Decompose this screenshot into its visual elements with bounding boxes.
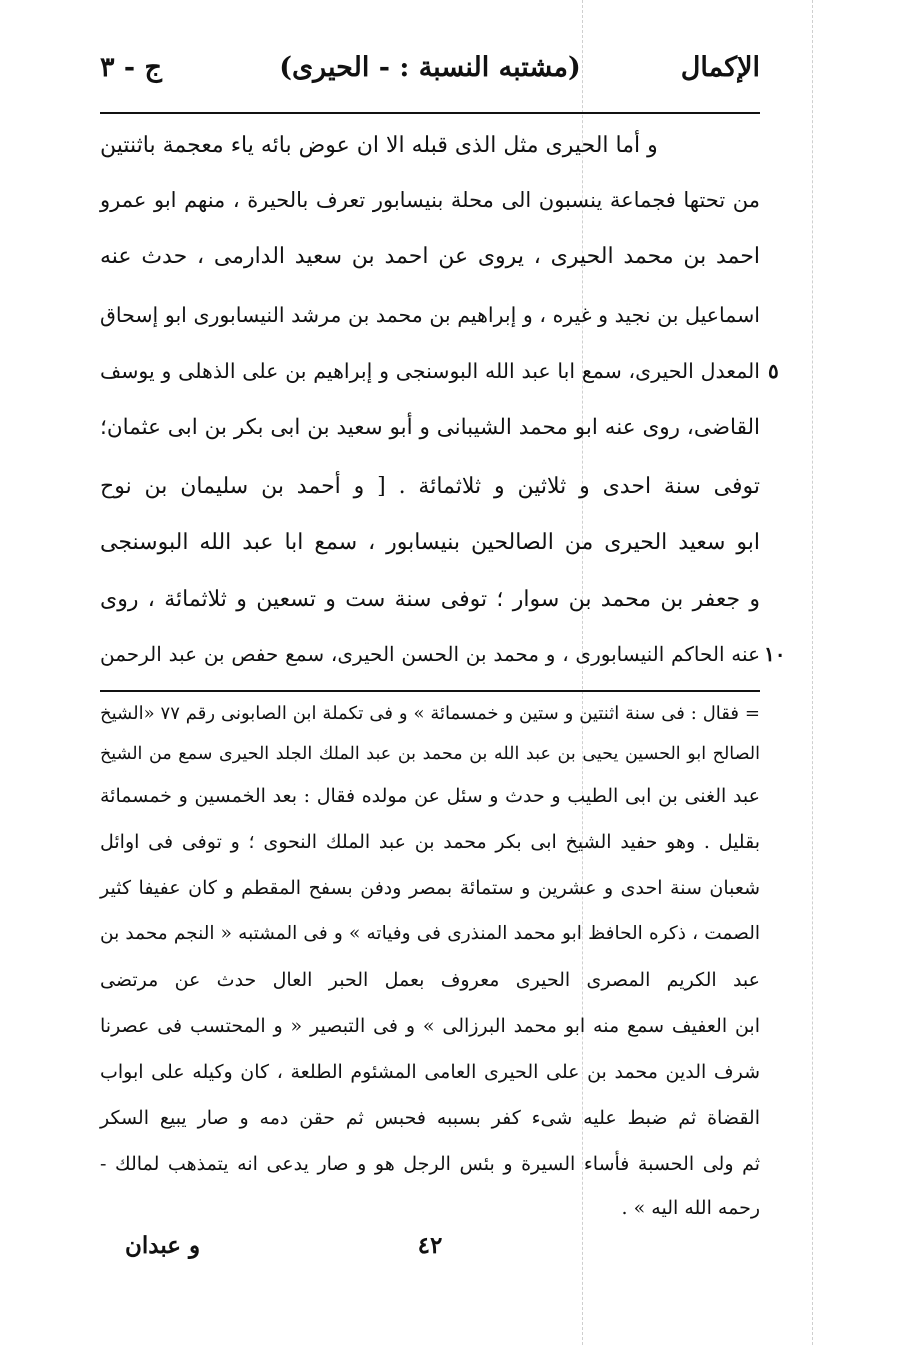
footnote-line: بقليل . وهو حفيد الشيخ ابى بكر محمد بن عبد الملك النحوى ؛ و توفى فى اوائل [100,831,760,853]
footnote-line: ثم ولى الحسبة فأساء السيرة و بئس الرجل هو و صار يدعى انه يتمذهب لمالك - [100,1153,760,1175]
text-line: ابو سعيد الحيرى من الصالحين بنيسابور ، سمع ابا عبد الله البوسنجى [100,530,760,555]
catchword: و عبدان [125,1232,201,1259]
text-line: و جعفر بن محمد بن سوار ؛ توفى سنة ست و تسعين و ثلاثمائة ، روى [100,587,760,612]
footnote-line: شرف الدين محمد بن على الحيرى العامى المشئوم الطلعة ، كان وكيله على ابواب [100,1061,760,1083]
text-line: و أما الحيرى مثل الذى قبله الا ان عوض بائه ياء معجمة باثنتين [100,133,658,158]
line-number-5: ٥ [768,359,779,383]
text-line: عنه الحاكم النيسابورى ، و محمد بن الحسن الحيرى، سمع حفص بن عبد الرحمن [100,642,760,666]
running-header [100,52,760,102]
footnote-line: ابن العفيف سمع منه ابو محمد البرزالى » و فى التبصير « و المحتسب فى عصرنا [100,1015,760,1037]
page-number: ٤٢ [417,1232,443,1259]
text-line: القاضى، روى عنه ابو محمد الشيبانى و أبو سعيد بن ابى بكر بن ابى عثمان؛ [100,415,760,440]
footnote-line: عبد الغنى بن ابى الطيب و حدث و سئل عن مولده فقال : بعد الخمسين و خمسمائة [100,785,760,807]
line-number-10: ١٠ [764,642,786,666]
footnote-line: رحمه الله اليه » . [621,1197,760,1219]
scan-line [812,0,813,1345]
footnote-line: القضاة ثم ضبط عليه شىء كفر بسببه فحبس ثم حقن دمه و صار يبيع السكر [100,1107,760,1129]
text-line: من تحتها فجماعة ينسبون الى محلة بنيسابور تعرف بالحيرة ، منهم ابو عمرو [100,188,760,212]
footnote-line: عبد الكريم المصرى الحيرى معروف بعمل الحبر العال حدث عن مرتضى [100,969,760,991]
header-book-title: الإكمال [680,52,760,83]
text-line: توفى سنة احدى و ثلاثين و ثلاثمائة . [ و أحمد بن سليمان بن نوح [100,474,760,499]
text-line: المعدل الحيرى، سمع ابا عبد الله البوسنجى و إبراهيم بن على الذهلى و يوسف [100,359,760,383]
footnote-line: الصالح ابو الحسين يحيى بن عبد الله بن محمد بن عبد الملك الجلد الحيرى سمع من الشيخ [100,744,760,764]
header-rule [100,112,760,114]
header-volume: ج - ٣ [100,52,162,83]
footnote-line: شعبان سنة احدى و عشرين و ستمائة بمصر ودفن بسفح المقطم و كان عفيفا كثير [100,877,760,899]
header-section-title: (مشتبه النسبة : - الحيرى) [279,52,581,83]
footnote-line: = فقال : فى سنة اثنتين و ستين و خمسمائة » و فى تكملة ابن الصابونى رقم ٧٧ «الشيخ [100,703,761,724]
page-footer [100,1232,760,1272]
text-line: اسماعيل بن نجيد و غيره ، و إبراهيم بن محمد بن مرشد النيسابورى ابو إسحاق [100,303,760,327]
footnote-rule [100,690,760,692]
text-line: احمد بن محمد الحيرى ، يروى عن احمد بن سعيد الدارمى ، حدث عنه [100,244,760,269]
footnote-line: الصمت ، ذكره الحافظ ابو محمد المنذرى فى وفياته » و فى المشتبه « النجم محمد بن [100,923,760,944]
